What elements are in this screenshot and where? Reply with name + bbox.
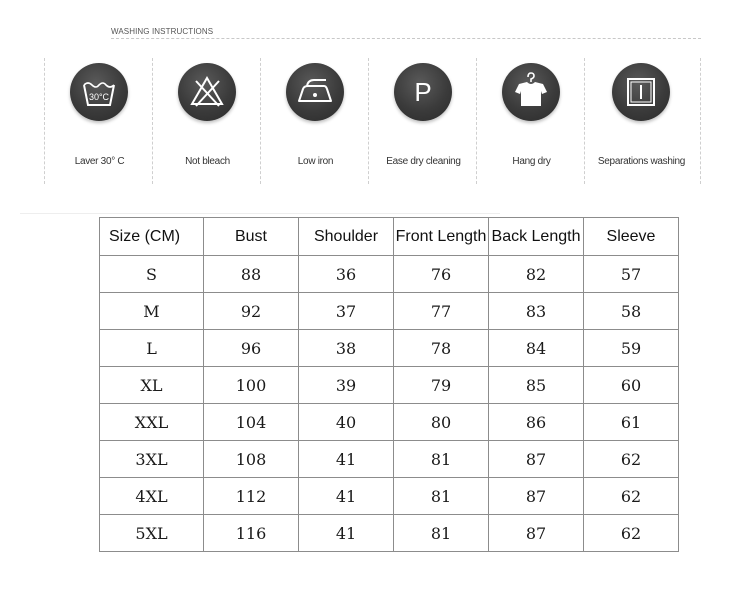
- wash-30-icon: [70, 63, 128, 121]
- section-divider: [20, 213, 500, 214]
- washing-instructions: [44, 58, 702, 186]
- wash-item: [262, 58, 369, 186]
- sleeve-cell: 62: [584, 515, 679, 552]
- sleeve-cell: 57: [584, 256, 679, 293]
- bust-cell: 112: [204, 478, 299, 515]
- wash-label: Separations washing: [597, 156, 686, 167]
- size-cell: XXL: [100, 404, 204, 441]
- low-iron-icon: [286, 63, 344, 121]
- shoulder-cell: 36: [299, 256, 394, 293]
- wash-item: [46, 58, 153, 186]
- front-length-cell: 81: [394, 441, 489, 478]
- header-back-length: Back Length: [489, 218, 584, 256]
- table-row: [100, 404, 679, 441]
- back-length-cell: 87: [489, 478, 584, 515]
- wash-label: Ease dry cleaning: [386, 156, 461, 167]
- back-length-cell: 87: [489, 515, 584, 552]
- size-cell: M: [100, 293, 204, 330]
- size-cell: 5XL: [100, 515, 204, 552]
- dry-clean-icon: [394, 63, 452, 121]
- dry-clean-badge: P: [413, 77, 432, 107]
- bust-cell: 96: [204, 330, 299, 367]
- table-row: [100, 515, 679, 552]
- table-row: [100, 330, 679, 367]
- size-chart-table: [99, 217, 679, 552]
- bust-cell: 104: [204, 404, 299, 441]
- header-bust: Bust: [204, 218, 299, 256]
- shoulder-cell: 41: [299, 478, 394, 515]
- bust-cell: 108: [204, 441, 299, 478]
- header-size: Size (CM): [100, 218, 204, 256]
- washing-title: WASHING INSTRUCTIONS: [111, 27, 214, 36]
- back-length-cell: 86: [489, 404, 584, 441]
- size-cell: L: [100, 330, 204, 367]
- wash-label: Low iron: [297, 156, 334, 167]
- size-cell: XL: [100, 367, 204, 404]
- size-cell: S: [100, 256, 204, 293]
- hang-dry-icon: [502, 63, 560, 121]
- bust-cell: 88: [204, 256, 299, 293]
- wash-temp-label: 30°C: [88, 92, 109, 102]
- wash-label: Laver 30° C: [74, 156, 125, 167]
- table-row: [100, 441, 679, 478]
- separate-wash-icon: [612, 63, 670, 121]
- shoulder-cell: 38: [299, 330, 394, 367]
- sleeve-cell: 59: [584, 330, 679, 367]
- no-bleach-icon: [178, 63, 236, 121]
- size-cell: 4XL: [100, 478, 204, 515]
- table-header-row: [100, 218, 679, 256]
- back-length-cell: 87: [489, 441, 584, 478]
- back-length-cell: 82: [489, 256, 584, 293]
- wash-item: [370, 58, 477, 186]
- sleeve-cell: 62: [584, 478, 679, 515]
- front-length-cell: 76: [394, 256, 489, 293]
- shoulder-cell: 39: [299, 367, 394, 404]
- shoulder-cell: 41: [299, 441, 394, 478]
- sleeve-cell: 62: [584, 441, 679, 478]
- table-row: [100, 293, 679, 330]
- table-row: [100, 256, 679, 293]
- divider: [44, 58, 45, 184]
- shoulder-cell: 40: [299, 404, 394, 441]
- front-length-cell: 79: [394, 367, 489, 404]
- wash-item: [154, 58, 261, 186]
- shoulder-cell: 41: [299, 515, 394, 552]
- sleeve-cell: 58: [584, 293, 679, 330]
- back-length-cell: 84: [489, 330, 584, 367]
- sleeve-cell: 60: [584, 367, 679, 404]
- header-shoulder: Shoulder: [299, 218, 394, 256]
- bust-cell: 116: [204, 515, 299, 552]
- front-length-cell: 78: [394, 330, 489, 367]
- washing-title-rule: [111, 38, 701, 39]
- sleeve-cell: 61: [584, 404, 679, 441]
- wash-label: Not bleach: [185, 156, 230, 167]
- divider: [700, 58, 701, 184]
- bust-cell: 100: [204, 367, 299, 404]
- wash-item: [478, 58, 585, 186]
- front-length-cell: 80: [394, 404, 489, 441]
- front-length-cell: 77: [394, 293, 489, 330]
- header-sleeve: Sleeve: [584, 218, 679, 256]
- back-length-cell: 83: [489, 293, 584, 330]
- bust-cell: 92: [204, 293, 299, 330]
- wash-label: Hang dry: [512, 156, 551, 167]
- header-front-length: Front Length: [394, 218, 489, 256]
- table-row: [100, 367, 679, 404]
- front-length-cell: 81: [394, 478, 489, 515]
- size-cell: 3XL: [100, 441, 204, 478]
- back-length-cell: 85: [489, 367, 584, 404]
- wash-item: [588, 58, 695, 186]
- front-length-cell: 81: [394, 515, 489, 552]
- table-row: [100, 478, 679, 515]
- shoulder-cell: 37: [299, 293, 394, 330]
